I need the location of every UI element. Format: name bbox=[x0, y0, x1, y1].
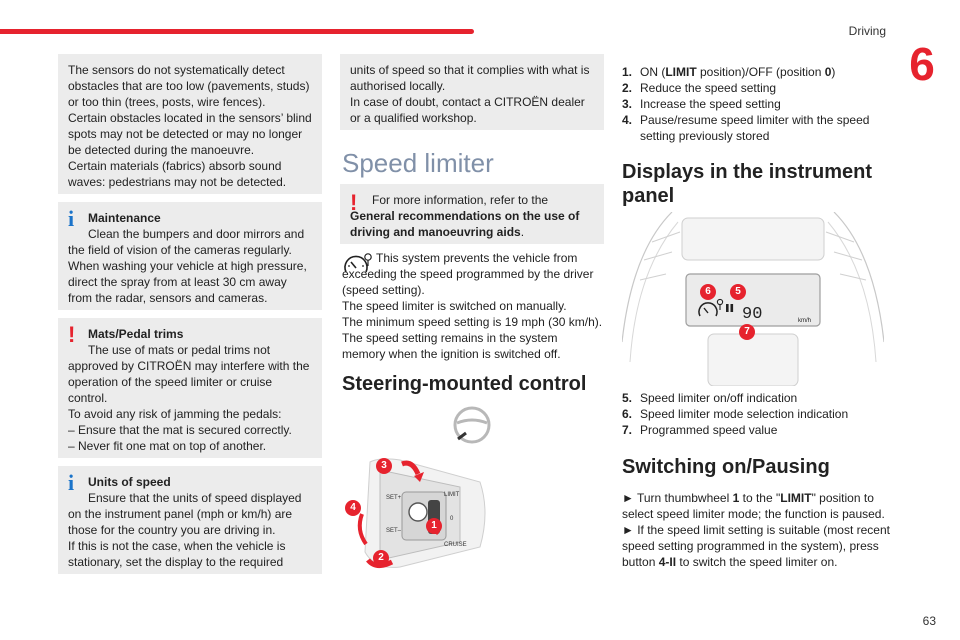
control-list bbox=[622, 64, 884, 144]
more-info-text: For more information, refer to the bbox=[372, 193, 549, 207]
control-item: 2. Reduce the speed setting bbox=[622, 81, 777, 95]
more-info-reference: General recommendations on the use of driving and manoeuvring aids bbox=[350, 209, 580, 239]
callout-5: 5 bbox=[730, 284, 746, 300]
panel-speed-unit: km/h bbox=[798, 318, 812, 324]
sensors-note-3: Certain materials (fabrics) absorb sound waves: pedestrians may not be detected. bbox=[68, 159, 287, 189]
system-description bbox=[342, 250, 604, 362]
indication-item: 7. Programmed speed value bbox=[622, 423, 778, 437]
cruise-label: CRUISE bbox=[444, 542, 467, 548]
switching-heading: Switching on/Pausing bbox=[622, 456, 830, 478]
steering-wheel-icon bbox=[452, 405, 492, 445]
info-icon: i bbox=[68, 206, 75, 231]
callout-7: 7 bbox=[739, 324, 755, 340]
step-1: ► Turn thumbwheel 1 to the "LIMIT" position to select speed limiter mode; the function is paused. bbox=[622, 491, 885, 521]
speed-limiter-heading: Speed limiter bbox=[342, 148, 494, 178]
maintenance-text: Clean the bumpers and door mirrors and the field of vision of the cameras regularly. When washing your vehicle at high pressure, direct the spray from at least 30 cm away from the radar, sensors and cameras. bbox=[68, 227, 307, 305]
more-info-end: . bbox=[520, 225, 525, 239]
header-accent-bar bbox=[0, 29, 474, 34]
mats-line-1: To avoid any risk of jamming the pedals: bbox=[68, 407, 282, 421]
system-para-3: The speed setting remains in the system memory when the ignition is switched off. bbox=[342, 331, 561, 361]
callout-6: 6 bbox=[700, 284, 716, 300]
displays-heading: Displays in the instrument panel bbox=[622, 161, 873, 207]
section-title: Driving bbox=[848, 24, 886, 38]
callout-1: 1 bbox=[426, 518, 442, 534]
control-item: 3. Increase the speed setting bbox=[622, 97, 781, 111]
mats-title: Mats/Pedal trims bbox=[88, 327, 184, 341]
set-minus-label: SET– bbox=[386, 528, 402, 534]
page-number: 63 bbox=[922, 614, 936, 628]
maintenance-title: Maintenance bbox=[88, 211, 161, 225]
control-item: 1. ON (LIMIT position)/OFF (position 0) bbox=[622, 65, 836, 79]
warning-icon: ! bbox=[350, 190, 358, 215]
limit-label: LIMIT bbox=[444, 492, 460, 498]
steering-control-heading: Steering-mounted control bbox=[342, 373, 587, 395]
units-text-2: If this is not the case, when the vehicle is stationary, set the display to the required bbox=[68, 539, 286, 569]
units-continued: units of speed so that it complies with what is authorised locally. bbox=[350, 63, 590, 93]
maintenance-box bbox=[58, 202, 322, 310]
units-box bbox=[58, 466, 322, 574]
sensors-note-1: The sensors do not systematically detect obstacles that are too low (pavements, studs) or too thin (trees, posts, wire fences). bbox=[68, 63, 310, 109]
callout-4: 4 bbox=[345, 500, 361, 516]
panel-speed-value: 90 bbox=[742, 305, 763, 324]
set-plus-label: SET+ bbox=[386, 495, 402, 501]
switching-steps bbox=[622, 490, 892, 570]
sensors-note-box bbox=[58, 54, 322, 194]
more-info-warning-box bbox=[340, 184, 604, 244]
indication-item: 6. Speed limiter mode selection indication bbox=[622, 407, 849, 421]
mats-warning-box bbox=[58, 318, 322, 458]
warning-icon: ! bbox=[68, 322, 76, 347]
mats-text: The use of mats or pedal trims not approved by CITROËN may interfere with the operation of the speed limiter or cruise control. bbox=[68, 343, 310, 405]
chapter-number: 6 bbox=[909, 38, 935, 90]
callout-2: 2 bbox=[373, 550, 389, 566]
mats-line-2: – Ensure that the mat is secured correctly. bbox=[68, 423, 292, 437]
instrument-panel-illustration bbox=[622, 212, 884, 386]
system-para-1: The speed limiter is switched on manually. bbox=[342, 299, 567, 313]
zero-label: 0 bbox=[450, 516, 454, 522]
indication-list bbox=[622, 390, 884, 438]
info-icon: i bbox=[68, 470, 75, 495]
system-text: This system prevents the vehicle from exceeding the speed programmed by the driver (speed setting). bbox=[342, 251, 594, 297]
units-continued-box bbox=[340, 54, 604, 130]
callout-3: 3 bbox=[376, 458, 392, 474]
system-para-2: The minimum speed setting is 19 mph (30 km/h). bbox=[342, 315, 603, 329]
units-text: Ensure that the units of speed displayed on the instrument panel (mph or km/h) are those for the country you are driving in. bbox=[68, 491, 302, 537]
sensors-note-2: Certain obstacles located in the sensors’ blind spots may not be detected or may no longer be detected during the manoeuvre. bbox=[68, 111, 312, 157]
mats-line-3: – Never fit one mat on top of another. bbox=[68, 439, 267, 453]
steering-control-illustration bbox=[340, 452, 500, 572]
indication-item: 5. Speed limiter on/off indication bbox=[622, 391, 798, 405]
doubt-text: In case of doubt, contact a CITROËN dealer or a qualified workshop. bbox=[350, 95, 585, 125]
units-title: Units of speed bbox=[88, 475, 171, 489]
step-2: ► If the speed limit setting is suitable (most recent speed setting programmed in the system), press button 4-II to switch the speed limiter on. bbox=[622, 523, 890, 569]
control-item: 4. Pause/resume speed limiter with the speed setting previously stored bbox=[622, 113, 870, 143]
